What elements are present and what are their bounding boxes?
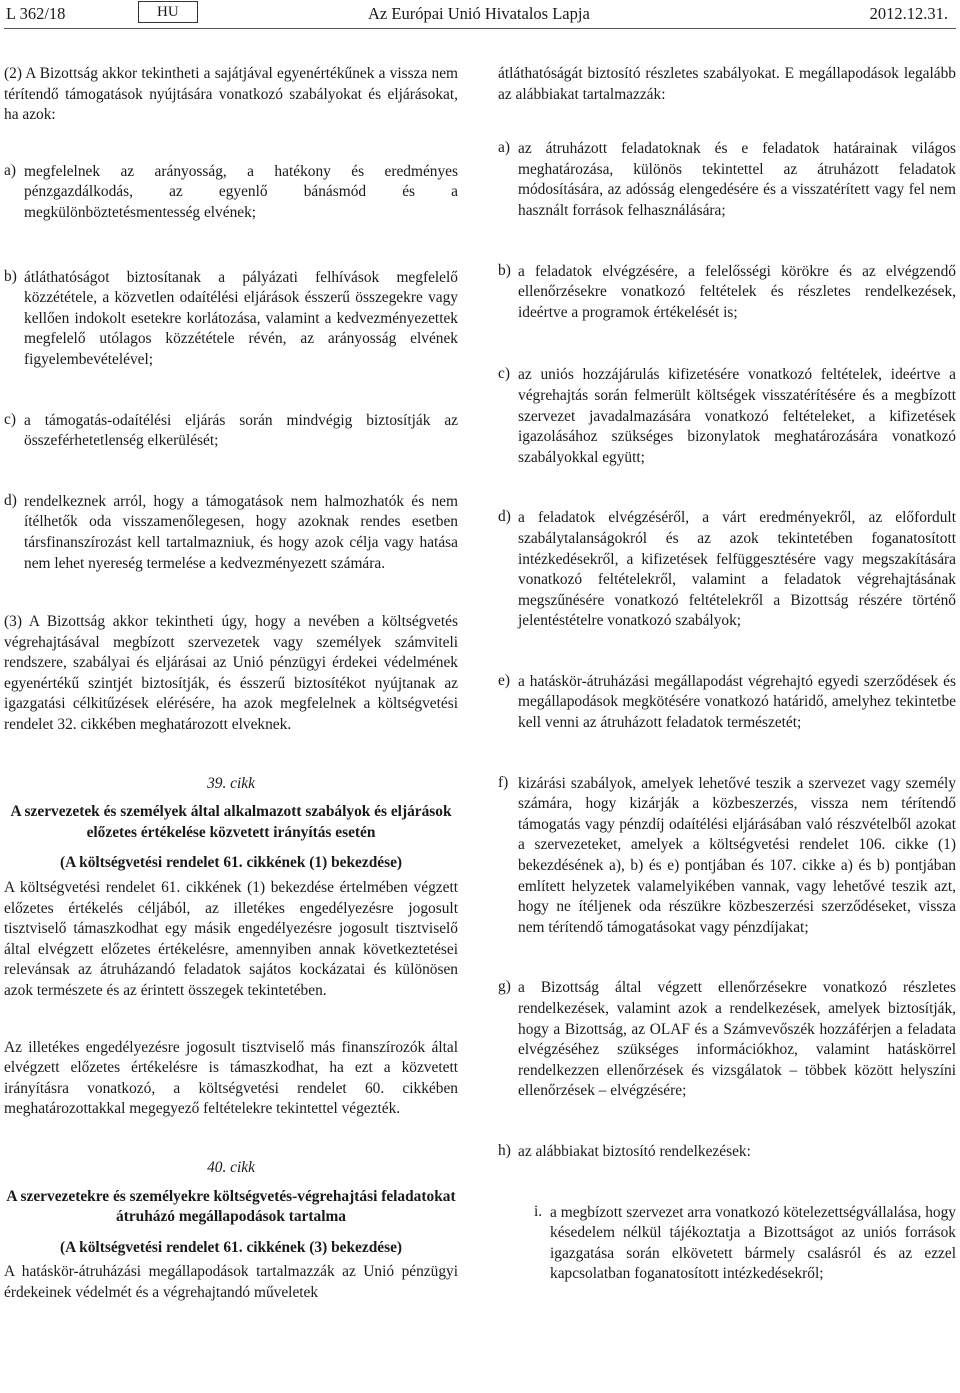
list-item-d: d) rendelkeznek arról, hogy a támogatások nem halmozhatók és nem ítélhetők oda visszamenőlegesen, hogy azoknak rendes esetben társfinanszírozást kell tartalmazniuk, és hogy azok célja vagy hatása nem lehet nyereség termelése a kedvezményezett számára.	[4, 491, 458, 572]
list-item-h: h) az alábbiakat biztosító rendelkezések:	[498, 1141, 751, 1160]
article-40-title: A szervezetekre és személyekre költségvetés-végrehajtási feladatokat átruházó megállapodások tartalma	[6, 1187, 456, 1226]
language-badge: HU	[138, 1, 198, 23]
paragraph-2: (2) A Bizottság akkor tekintheti a sajátjával egyenértékűnek a vissza nem térítendő támogatások nyújtására vonatkozó szabályokat és eljárásokat, ha azok:	[4, 65, 458, 124]
list-item-f: f) kizárási szabályok, amelyek lehetővé teszik a szervezet vagy személy számára, hogy kizárják a közbeszerzés, vissza nem térítendő támogatás vagy pénzdíj odaítélési eljárásában való részvételből azokat a szervezeteket, amelyek a költségvetési rendelet 106. cikke (1) bekezdésének a), b) és e) pontjában és 107. cikke a) és b) pontjában említett helyzetek valamelyikében vannak, vagy lehetővé teszik azt, hogy ne ítéljenek oda részükre közbeszerzési szerződéseket, vissza nem térítendő támogatásokat vagy pénzdíjakat;	[498, 773, 956, 936]
page-header	[0, 0, 960, 30]
article-40-number: 40. cikk	[207, 1158, 255, 1176]
list-item-d: d) a feladatok elvégzéséről, a várt eredményekről, az előfordult szabálytalanságokról és az azok tekintetében foganatosított intézkedésekről, a kifizetések felfüggesztésére vagy megszakítására vonatkozó feltételekről, valamint a feladatok végrehajtásának megszűnésére vonatkozó feltételekről a Bizottság részére történő jelentéstételre vonatkozó szabályok;	[498, 508, 956, 630]
article-39-paragraph-2: Az illetékes engedélyezésre jogosult tisztviselő más finanszírozók által elvégzett előzetes értékelésre is támaszkodhat, ha ezt a közvetett irányításra vonatkozó, a költségvetési rendelet 60. cikkében meghatározottakkal megegyező feltételekre tekintettel végezték.	[4, 1038, 458, 1118]
right-intro: átláthatóságát biztosító részletes szabályokat. E megállapodások legalább az alábbiakat tartalmazzák:	[498, 65, 956, 103]
list-item-b: b) átláthatóságot biztosítanak a pályázati felhívások megfelelő közzététele, a közvetlen odaítélési eljárások ésszerű összegekre vagy kellően indokolt esetekre korlátozása, valamint a kedvezményezettek megfelelő utólagos közzététele révén, az arányosság elvének figyelembevételével;	[4, 267, 458, 368]
journal-title: Az Európai Unió Hivatalos Lapja	[368, 4, 590, 23]
list-item-a: a) az átruházott feladatoknak és e feladatok határainak világos meghatározása, különös tekintettel az átruházott feladatok módosítására, az adósság elengedésére és a visszatérített vagy fel nem használt források felhasználására;	[498, 139, 956, 219]
list-item-g: g) a Bizottság által végzett ellenőrzésekre vonatkozó részletes rendelkezések, valamint azok a rendelkezések, amelyek biztosítják, hogy a Bizottság, az OLAF és a Számvevőszék hozzáférjen a feladata elvégzéséhez szükséges információkhoz, valamint hatáskörrel rendelkezzen ellenőrzések és vizsgálatok – többek között helyszíni ellenőrzések – elvégzésére;	[498, 978, 956, 1100]
page-number: L 362/18	[6, 4, 66, 23]
article-40-paragraph-1: A hatáskör-átruházási megállapodások tartalmazzák az Unió pénzügyi érdekeinek védelmét és a végrehajtandó műveletek	[4, 1263, 458, 1301]
article-39-title: A szervezetek és személyek által alkalmazott szabályok és eljárások előzetes értékelése közvetett irányítás esetén	[10, 803, 452, 841]
article-40-reference: (A költségvetési rendelet 61. cikkének (3) bekezdése)	[59, 1238, 403, 1256]
publication-date: 2012.12.31.	[869, 4, 948, 23]
list-item-c: c) a támogatás-odaítélési eljárás során mindvégig biztosítják az összeférhetetlenség elkerülését;	[4, 410, 458, 450]
article-39-reference: (A költségvetési rendelet 61. cikkének (1) bekezdése)	[59, 854, 403, 872]
article-39-number: 39. cikk	[207, 774, 255, 792]
article-39-paragraph-1: A költségvetési rendelet 61. cikkének (1) bekezdése értelmében végzett előzetes értékelés céljából, az illetékes engedélyezésre jogosult tisztviselő támaszkodhat egy másik engedélyezésre jogosult tisztviselő által elvégzett előzetes értékelésre, amennyiben annak következtetései relevánsak az átruházandó feladatok sajátos kockázatai és különösen azok természete és az érintett összegek tekintetében.	[4, 879, 458, 999]
list-item-b: b) a feladatok elvégzésére, a felelősségi körökre és az elvégzendő ellenőrzésekre vonatkozó feltételek és részletes rendelkezések, ideértve a programok értékelését is;	[498, 261, 956, 321]
list-item-a: a) megfelelnek az arányosság, a hatékony és eredményes pénzgazdálkodás, az egyenlő bánásmód és a megkülönböztetésmentesség elvének;	[4, 161, 458, 221]
paragraph-3: (3) A Bizottság akkor tekintheti úgy, hogy a nevében a költségvetés végrehajtásával megbízott szervezetek vagy személyek számviteli rendszere, szabályai és eljárásai az Unió pénzügyi érdekei védelmének egyenértékű szintjét biztosítják, és ésszerű biztosítékot nyújtanak az igazgatási célkitűzések elérésére, ha azok megfelelnek a költségvetési rendelet 32. cikkében meghatározott elveknek.	[4, 613, 458, 734]
right-column	[498, 54, 956, 1285]
sub-item-i: i. a megbízott szervezet arra vonatkozó kötelezettségvállalása, hogy késedelem nélkül tájékoztatja a Bizottságot az uniós források igazgatása során elkövetett bármely csalásról és az ezzel kapcsolatban foganatosított intézkedésekről;	[534, 1202, 956, 1283]
list-item-e: e) a hatáskör-átruházási megállapodást végrehajtó egyedi szerződések és megállapodások megkötésére vonatkozó határidő, amelyhez tekintetbe kell venni az átruházott feladatok természetét;	[498, 671, 956, 732]
header-rule	[4, 28, 956, 29]
list-item-c: c) az uniós hozzájárulás kifizetésére vonatkozó feltételek, ideértve a végrehajtás során felmerült költségek visszatérítésére és a megbízott szervezet javadalmazására vonatkozó feltételeket, a kifizetések igazolásához szükséges bizonylatok meghatározására vonatkozó szabályokkal együtt;	[498, 365, 956, 466]
left-column	[4, 54, 458, 1304]
